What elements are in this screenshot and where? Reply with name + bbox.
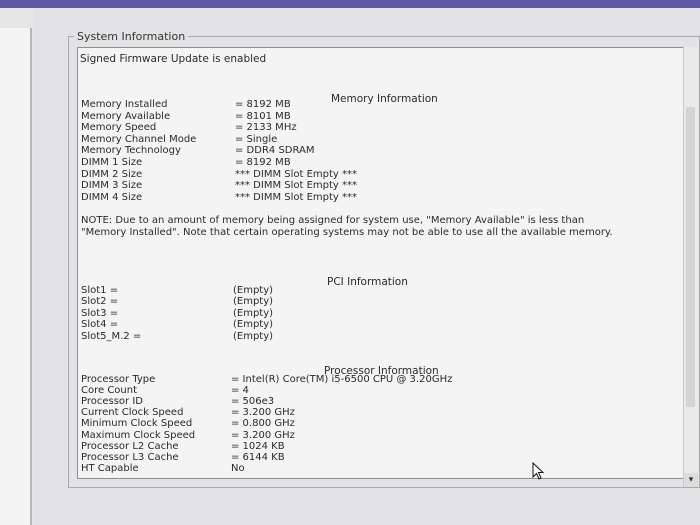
left-navigation-panel[interactable] (0, 28, 32, 525)
processor-row-value: = 3.200 GHz (231, 407, 295, 419)
memory-row-value: = DDR4 SDRAM (235, 145, 315, 157)
memory-row-label: DIMM 4 Size (81, 191, 143, 203)
signed-firmware-status: Signed Firmware Update is enabled (80, 53, 267, 65)
memory-row-label: Memory Speed (81, 122, 157, 134)
memory-row-value: *** DIMM Slot Empty *** (235, 191, 358, 203)
memory-row-label: DIMM 1 Size (81, 157, 143, 168)
processor-row-value: = Intel(R) Core(TM) i5-6500 CPU @ 3.20GHz (231, 374, 453, 385)
pci-row-label: Slot3 = (81, 307, 119, 319)
processor-row-value: No (231, 462, 245, 474)
processor-row-value: = 0.800 GHz (231, 418, 295, 430)
processor-row-label: Processor Type (81, 374, 156, 385)
pci-row-value: (Empty) (233, 307, 274, 319)
pci-row-label: Slot2 = (81, 296, 119, 308)
memory-row-value: = 8101 MB (235, 110, 291, 122)
processor-row-value: = 1024 KB (231, 440, 285, 452)
memory-row-value: = Single (235, 133, 278, 145)
pci-row-value: (Empty) (233, 296, 274, 308)
pci-row-label: Slot4 = (81, 319, 119, 331)
pci-row-value: (Empty) (233, 330, 274, 342)
scrollbar-thumb[interactable] (686, 107, 695, 407)
memory-row-value: = 8192 MB (235, 99, 291, 110)
pci-heading: PCI Information (327, 276, 408, 288)
memory-row-value: = 8192 MB (235, 157, 291, 168)
mouse-pointer-icon (532, 462, 546, 480)
memory-row-label: Memory Installed (81, 99, 168, 110)
processor-row-value: = 6144 KB (231, 451, 285, 463)
memory-row-label: Memory Available (81, 110, 171, 122)
memory-heading: Memory Information (331, 93, 438, 105)
memory-row-value: = 2133 MHz (235, 122, 297, 134)
processor-row-value: = 4 (231, 385, 249, 397)
pci-row-value: (Empty) (233, 285, 274, 296)
pci-row-label: Slot1 = (81, 285, 119, 296)
processor-row-label: Processor L3 Cache (81, 451, 179, 463)
processor-heading: Processor Information (324, 365, 439, 377)
vertical-scrollbar[interactable] (683, 47, 698, 487)
group-title: System Information (74, 30, 188, 43)
processor-row-label: Minimum Clock Speed (81, 418, 193, 430)
memory-row-value: *** DIMM Slot Empty *** (235, 168, 358, 180)
memory-row-label: Memory Technology (81, 145, 181, 157)
memory-row-label: DIMM 2 Size (81, 168, 143, 180)
processor-row-label: Processor ID (81, 396, 143, 408)
processor-row-label: Current Clock Speed (81, 407, 184, 419)
processor-row-value: = 506e3 (231, 396, 275, 408)
memory-note: NOTE: Due to an amount of memory being assigned for system use, "Memory Available" is less than "Memory Installed". Note that certain operating systems may not be able to use all the available memory. (81, 215, 613, 238)
processor-row-label: Processor L2 Cache (81, 440, 179, 452)
pci-row-value: (Empty) (233, 319, 274, 331)
scroll-down-arrow-icon[interactable]: ▾ (684, 473, 698, 487)
processor-row-label: Core Count (81, 385, 138, 397)
processor-row-label: HT Capable (81, 462, 139, 474)
processor-row-value: = 3.200 GHz (231, 429, 295, 441)
pci-row-label: Slot5_M.2 = (81, 330, 142, 342)
memory-row-label: DIMM 3 Size (81, 180, 143, 192)
memory-row-value: *** DIMM Slot Empty *** (235, 180, 358, 192)
processor-row-label: Maximum Clock Speed (81, 429, 196, 441)
memory-row-label: Memory Channel Mode (81, 133, 197, 145)
